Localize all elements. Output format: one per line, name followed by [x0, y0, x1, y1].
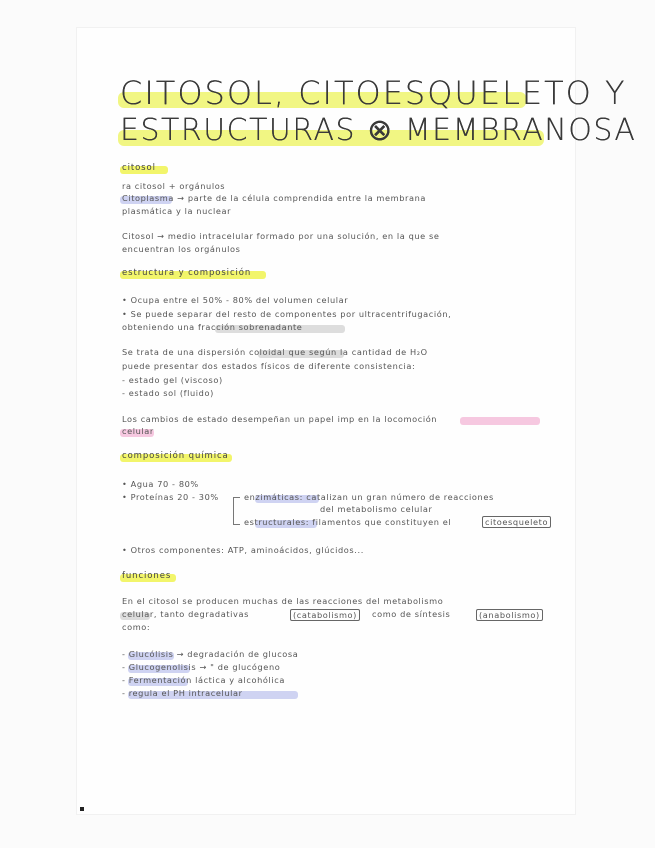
text-line: • Proteínas 20 - 30% [122, 492, 219, 502]
text-line: Citoplasma → parte de la célula comprendida entre la membrana [122, 193, 426, 203]
text-line: - Fermentación láctica y alcohólica [122, 675, 286, 685]
text-line: celular [122, 426, 154, 436]
text-line: encuentran los orgánulos [122, 244, 241, 254]
text-line: - Glucólisis → degradación de glucosa [122, 649, 299, 659]
text-line: • Otros componentes: ATP, aminoácidos, glúcidos... [122, 545, 364, 555]
text-line: puede presentar dos estados físicos de diferente consistencia: [122, 361, 416, 371]
text-line: estructurales: filamentos que constituyen el [244, 517, 452, 527]
page-title-line-2: ESTRUCTURAS ⊗ MEMBRANOSA [120, 113, 637, 148]
text-line: enzimáticas: catalizan un gran número de reacciones [244, 492, 494, 502]
text-line: • Ocupa entre el 50% - 80% del volumen celular [122, 295, 349, 305]
text-line: como: [122, 622, 151, 632]
boxed-term: (catabolismo) [290, 609, 360, 621]
page-title-line-1: CITOSOL, CITOESQUELETO Y [120, 74, 627, 112]
text-line: ra citosol + orgánulos [122, 181, 226, 191]
boxed-term: citoesqueleto [482, 516, 551, 528]
text-line: Se trata de una dispersión coloidal que según la cantidad de H₂O [122, 347, 428, 357]
section-heading-funciones: funciones [122, 571, 172, 581]
text-line: plasmática y la nuclear [122, 206, 232, 216]
text-line: - estado sol (fluido) [122, 388, 214, 398]
text-line: • Se puede separar del resto de componentes por ultracentrifugación, [122, 309, 452, 319]
term-highlight [460, 417, 540, 425]
text-line: - regula el PH intracelular [122, 688, 243, 698]
text-line: como de síntesis [372, 609, 451, 619]
text-line: obteniendo una fracción sobrenadante [122, 322, 303, 332]
section-heading-composicion: composición química [122, 451, 229, 461]
section-heading-estructura: estructura y composición [122, 268, 252, 278]
text-line: Los cambios de estado desempeñan un papel imp en la locomoción [122, 414, 438, 424]
text-line: • Agua 70 - 80% [122, 479, 199, 489]
brace [233, 497, 240, 525]
text-line: En el citosol se producen muchas de las reacciones del metabolismo [122, 596, 444, 606]
text-line: del metabolismo celular [320, 504, 433, 514]
text-line: - estado gel (viscoso) [122, 375, 223, 385]
section-heading-citosol: citosol [122, 163, 156, 173]
boxed-term: (anabolismo) [476, 609, 543, 621]
text-line: celular, tanto degradativas [122, 609, 249, 619]
text-line: Citosol → medio intracelular formado por una solución, en la que se [122, 231, 440, 241]
scan-mark [80, 807, 84, 811]
text-line: - Glucogenolisis → " de glucógeno [122, 662, 281, 672]
